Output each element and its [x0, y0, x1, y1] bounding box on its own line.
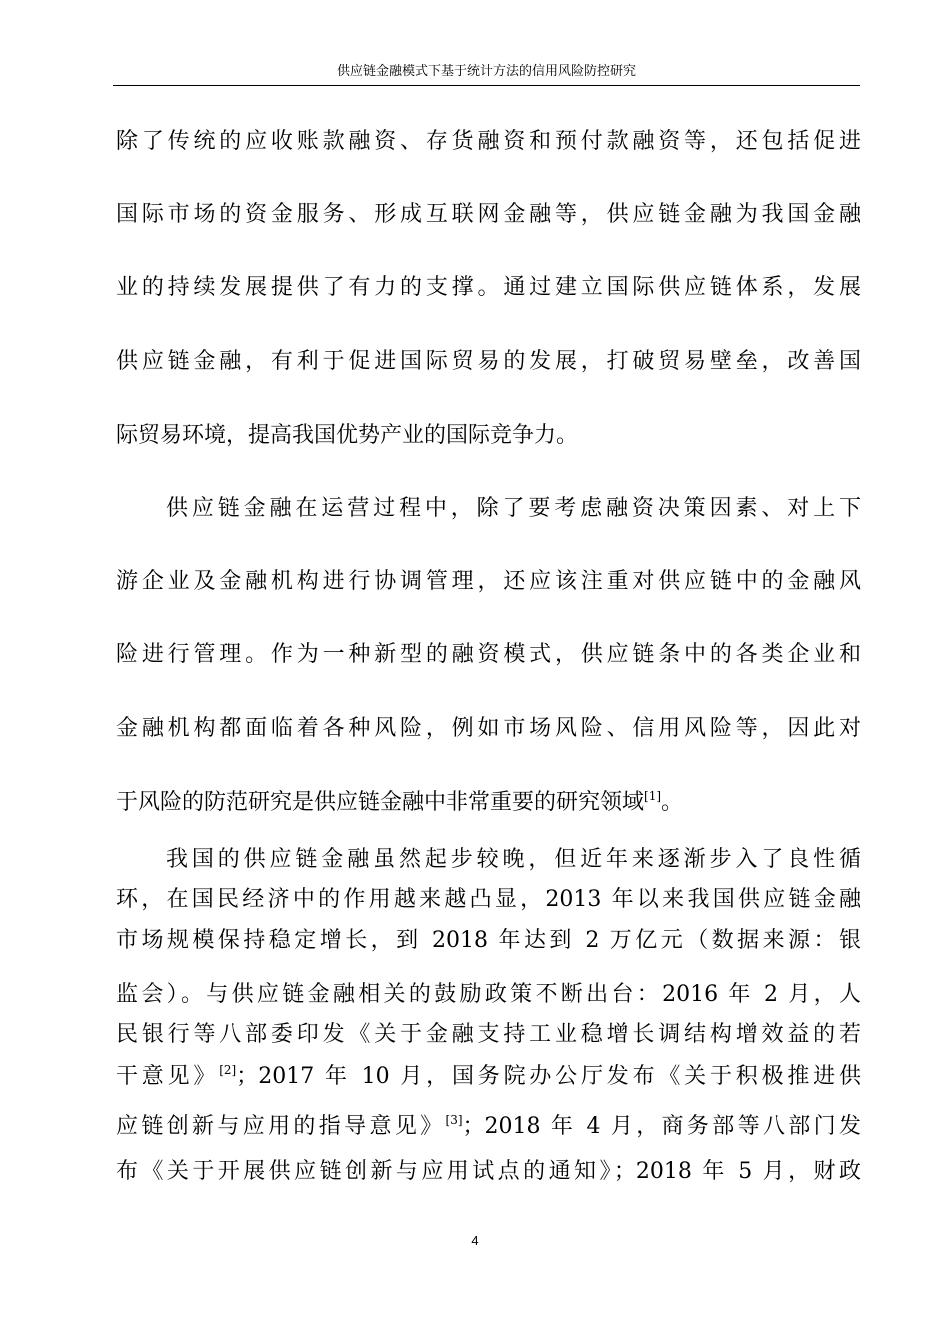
page-number: 4 [471, 1233, 479, 1248]
paragraph-3-line-1: 我国的供应链金融虽然起步较晚，但近年来逐渐步入了良性循 [166, 847, 861, 872]
running-header: 供应链金融模式下基于统计方法的信用风险防控研究 [336, 64, 636, 79]
paragraph-2-line-5-text: 于风险的防范研究是供应链金融中非常重要的研究领域 [116, 790, 645, 815]
paragraph-3-line-8: 布《关于开展供应链创新与应用试点的通知》；2018 年 5 月，财政 [116, 1159, 861, 1184]
paragraph-3-line-7 [116, 1112, 861, 1142]
paragraph-2-line-5 [116, 788, 861, 818]
paragraph-2-line-4: 金融机构都面临着各种风险，例如市场风险、信用风险等，因此对 [116, 716, 861, 741]
paragraph-1-line-2: 国际市场的资金服务、形成互联网金融等，供应链金融为我国金融 [116, 202, 861, 227]
paragraph-3-line-6-text: 干意见》 [116, 1064, 220, 1089]
paragraph-3-line-6 [116, 1062, 861, 1092]
paragraph-3-line-7-rest: ；2018 年 4 月，商务部等八部门发 [462, 1114, 861, 1139]
paragraph-1-line-3: 业的持续发展提供了有力的支撑。通过建立国际供应链体系，发展 [116, 275, 861, 300]
paragraph-2-line-2: 游企业及金融机构进行协调管理，还应该注重对供应链中的金融风 [116, 569, 861, 594]
citation-2: [2] [219, 1063, 237, 1077]
paragraph-1-line-4: 供应链金融，有利于促进国际贸易的发展，打破贸易壁垒，改善国 [116, 349, 861, 374]
paragraph-1-line-1: 除了传统的应收账款融资、存货融资和预付款融资等，还包括促进 [116, 129, 861, 154]
citation-3: [3] [445, 1113, 463, 1127]
header-divider [113, 85, 860, 86]
paragraph-3-line-6-rest: ；2017 年 10 月，国务院办公厅发布《关于积极推进供 [236, 1064, 861, 1089]
paragraph-3-line-4: 监会）。与供应链金融相关的鼓励政策不断出台：2016 年 2 月，人 [116, 982, 861, 1007]
paragraph-2-line-1: 供应链金融在运营过程中，除了要考虑融资决策因素、对上下 [166, 496, 861, 521]
paragraph-1-line-5: 际贸易环境，提高我国优势产业的国际竞争力。 [116, 423, 579, 448]
paragraph-3-line-3: 市场规模保持稳定增长，到 2018 年达到 2 万亿元（数据来源：银 [116, 928, 861, 953]
paragraph-3-line-5: 民银行等八部委印发《关于金融支持工业稳增长调结构增效益的若 [116, 1022, 861, 1047]
paragraph-2-end-punct: 。 [661, 790, 684, 815]
citation-1: [1] [644, 789, 662, 803]
paragraph-2-line-3: 险进行管理。作为一种新型的融资模式，供应链条中的各类企业和 [116, 642, 861, 667]
paragraph-3-line-2: 环，在国民经济中的作用越来越凸显，2013 年以来我国供应链金融 [116, 887, 861, 912]
paragraph-3-line-7-text: 应链创新与应用的指导意见》 [116, 1114, 446, 1139]
